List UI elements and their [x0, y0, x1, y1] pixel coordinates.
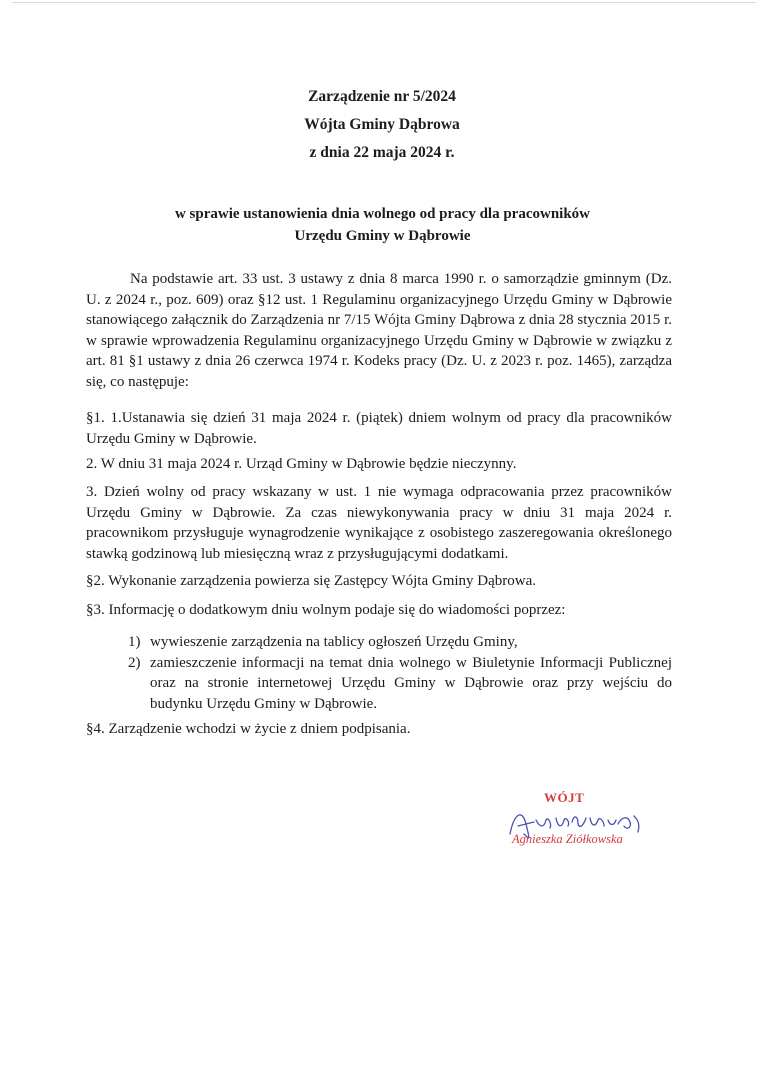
section-4-paragraph: §4. Zarządzenie wchodzi w życie z dniem podpisania. [86, 721, 411, 737]
preamble-paragraph: Na podstawie art. 33 ust. 3 ustawy z dnia 8 marca 1990 r. o samorządzie gminnym (Dz. U. z 2024 r., poz. 609) oraz §12 ust. 1 Regulaminu organizacyjnego Urzędu Gminy w Dąbrowie stanowiącego załącznik do Zarządzenia nr 7/15 Wójta Gminy Dąbrowa z dnia 28 stycznia 2015 r. w sprawie wprowadzenia Regulaminu organizacyjnego Urzędu Gminy w Dąbrowie w związku z art. 81 §1 ustawy z dnia 26 czerwca 1974 r. Kodeks pracy (Dz. U. z 2023 r. poz. 1465), zarządza się, co następuje: [86, 271, 672, 390]
section-1-paragraph-2: 2. W dniu 31 maja 2024 r. Urząd Gminy w Dąbrowie będzie nieczynny. [86, 456, 517, 472]
signature-name: Agnieszka Ziółkowska [512, 832, 623, 846]
list-item-number: 2) [128, 654, 141, 671]
signature-block [500, 790, 660, 860]
list-item [130, 632, 672, 653]
section-1-paragraph-3: 3. Dzień wolny od pracy wskazany w ust. 1 nie wymaga odpracowania przez pracowników Urzędu Gminy w Dąbrowie. Za czas niewykonywania pracy w dniu 31 maja 2024 r. pracownikom przysługuje wynagrodzenie wynikające z osobistego zaszeregowania określonego stawką godzinową lub miesięczną wraz z przysługującymi dodatkami. [86, 484, 672, 562]
list-item-number: 1) [128, 634, 141, 650]
subject-heading [120, 203, 645, 247]
subject-line-2: Urzędu Gminy w Dąbrowie [294, 228, 471, 244]
list-item-text: wywieszenie zarządzenia na tablicy ogłoszeń Urzędu Gminy, [150, 634, 518, 650]
section-2-paragraph: §2. Wykonanie zarządzenia powierza się Zastępcy Wójta Gminy Dąbrowa. [86, 573, 537, 589]
scan-edge-line [12, 2, 756, 3]
date-line: z dnia 22 maja 2024 r. [309, 144, 455, 161]
section-1-paragraph-1: §1. 1.Ustanawia się dzień 31 maja 2024 r. (piątek) dniem wolnym od pracy dla pracowników Urzędu Gminy w Dąbrowie. [86, 410, 672, 447]
list-item-text: zamieszczenie informacji na temat dnia wolnego w Biuletynie Informacji Publicznej oraz na stronie internetowej Urzędu Gminy w Dąbrowie oraz przy wejściu do budynku Urzędu Gminy w Dąbrowie. [150, 654, 672, 712]
section-3-list [130, 632, 672, 714]
list-item [130, 653, 672, 715]
document-title: Zarządzenie nr 5/2024 [308, 88, 456, 105]
signature-title: WÓJT [544, 790, 585, 805]
section-3-paragraph: §3. Informację o dodatkowym dniu wolnym podaje się do wiadomości poprzez: [86, 602, 566, 618]
issuer-line: Wójta Gminy Dąbrowa [304, 116, 460, 133]
subject-line-1: w sprawie ustanowienia dnia wolnego od pracy dla pracowników [174, 206, 591, 222]
